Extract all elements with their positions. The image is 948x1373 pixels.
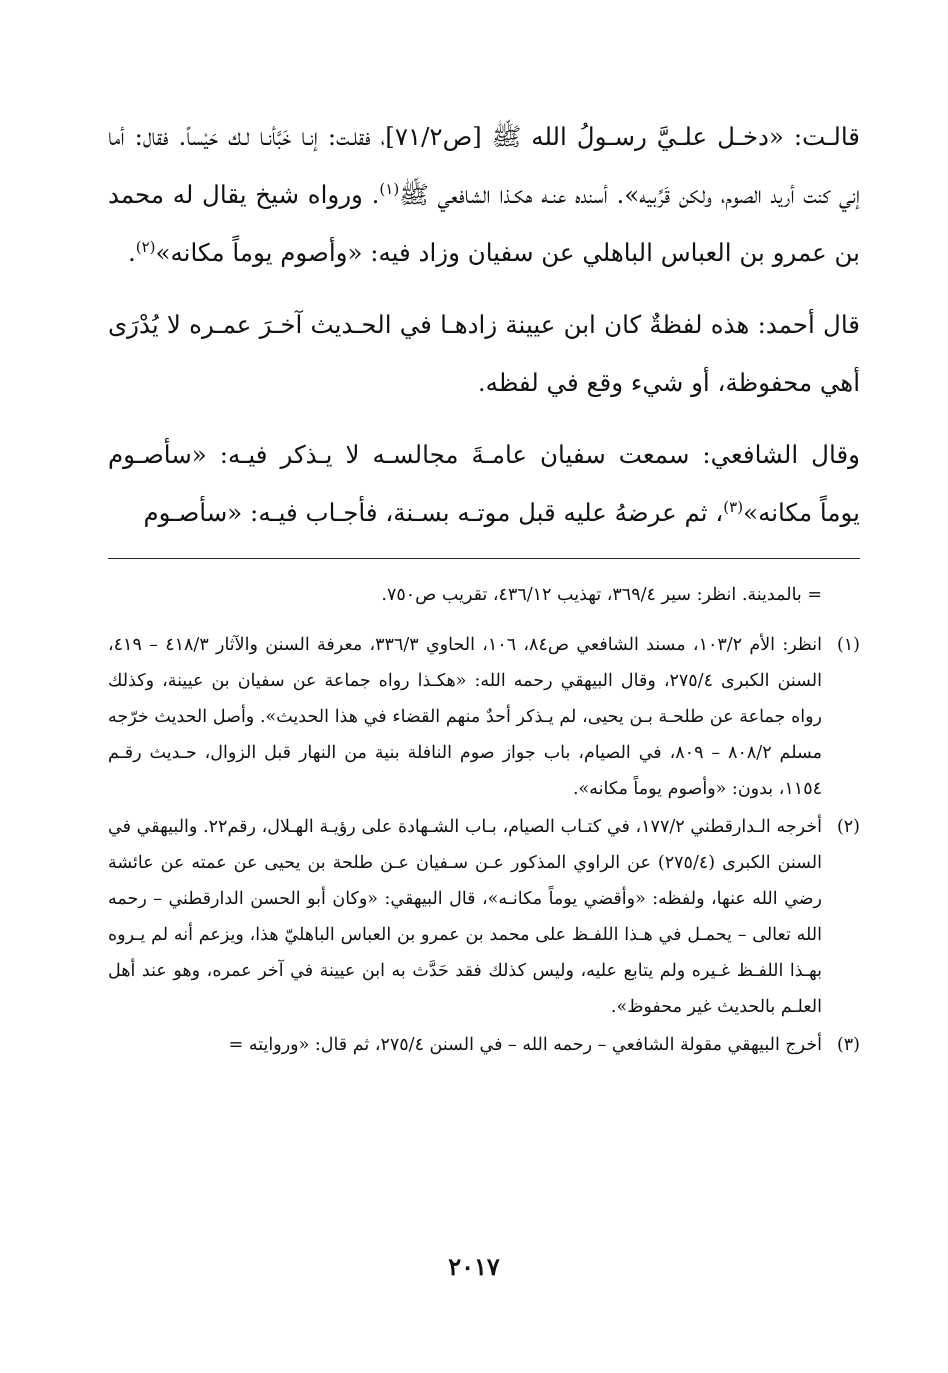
paragraph-1-end: . [127, 238, 136, 267]
footnote-ref-2: (٢) [135, 237, 156, 256]
footnote-ref-1: (١) [379, 179, 400, 198]
footnote-2 [108, 809, 860, 1025]
paragraph-1-text: قالـت: «دخـل علـيَّ رسـولُ الله ﷺ [ص٧١/٢]، فقلـت: إنـا خَبَّأنـا لـك حَيْساً. فقال: أما إني كنت أريد الصوم، ولكن قَرِّبيه». أسنده عنـه هكـذا الشافعي ﷺ [108, 122, 860, 209]
footnote-text: انظر: الأم ١٠٣/٢، مسند الشافعي ص٨٤، ١٠٦، الحاوي ٣٣٦/٣، معرفة السنن والآثار ٤١٨/٣ – ٤١٩، السنن الكبرى ٢٧٥/٤، وقال البيهقي رحمه الله: «هكـذا رواه جماعة عن سفيان بن عيينة، وكذلك رواه جماعة عن طلحـة بـن يحيى، لم يـذكر أحدٌ منهم القضاء في هذا الحديث». وأصل الحديث خرّجه مسلم ٨٠٨/٢ – ٨٠٩، في الصيام، باب جواز صوم النافلة بنية من النهار قبل الزوال، حـديث رقـم ١١٥٤، بدون: «وأصوم يوماً مكانه». [108, 635, 822, 799]
footnote-3 [108, 1027, 860, 1063]
main-text [108, 108, 860, 542]
footnote-number: (١) [836, 635, 860, 655]
footnote-separator [108, 558, 860, 559]
footnote-continuation: = بالمدينة. انظر: سير ٣٦٩/٤، تهذيب ٤٣٦/١٢، تقريب ص٧٥٠. [381, 585, 822, 605]
paragraph-1-tail: . ورواه شيخ يقال له محمد بن عمرو بن العباس الباهلي عن سفيان وزاد فيه: «وأصوم يوماً مكانه» [108, 180, 860, 267]
footnote-text: أخرجه الـدارقطني ١٧٧/٢، في كتـاب الصيام، بـاب الشـهادة على رؤيـة الهـلال، رقم٢٢. والبيهقي في السنن الكبرى (٢٧٥/٤) عن الراوي المذكور عـن سـفيان عـن طلحة بن يحيى عن عمته عن عائشة رضي الله عنها، ولفظه: «وأقضي يوماً مكانـه»، قال البيهقي: «وكان أبو الحسن الدارقطني – رحمه الله تعالى – يحمـل في هـذا اللفـظ على محمد بن عمرو بن العباس الباهليّ هذا، ويزعم أنه لم يـروه بهـذا اللفـظ غـيره ولم يتابع عليه، وليس كذلك فقد حَدَّث به ابن عيينة في آخر عمره، وهو عند أهل العلـم بالحديث غير محفوظ». [108, 817, 822, 1017]
footnote-number: (٣) [836, 1035, 860, 1055]
footnote-number: (٢) [836, 817, 860, 837]
paragraph-3 [108, 426, 860, 542]
footnotes [108, 577, 860, 1063]
footnote-ref-3: (٣) [723, 497, 744, 516]
paragraph-1 [108, 108, 860, 282]
page-number: ٢٠١٧ [448, 1252, 500, 1281]
footnote-text: أخرج البيهقي مقولة الشافعي – رحمه الله – في السنن ٢٧٥/٤، ثم قال: «وروايته = [228, 1035, 822, 1055]
paragraph-3-tail: ، ثم عرضهُ عليه قبل موتـه بسـنة، فأجـاب فيـه: «سأصـوم [143, 498, 724, 527]
footnote-1 [108, 627, 860, 807]
paragraph-3-text: وقال الشافعي: سمعت سفيان عامـةَ مجالسـه لا يـذكر فيـه: «سأصـوم يوماً مكانه» [108, 440, 860, 527]
paragraph-2: قال أحمد: هذه لفظةٌ كان ابن عيينة زادهـا في الحـديث آخـرَ عمـره لا يُدْرَى أهي محفوظة، أو شيء وقع في لفظه. [108, 310, 860, 397]
